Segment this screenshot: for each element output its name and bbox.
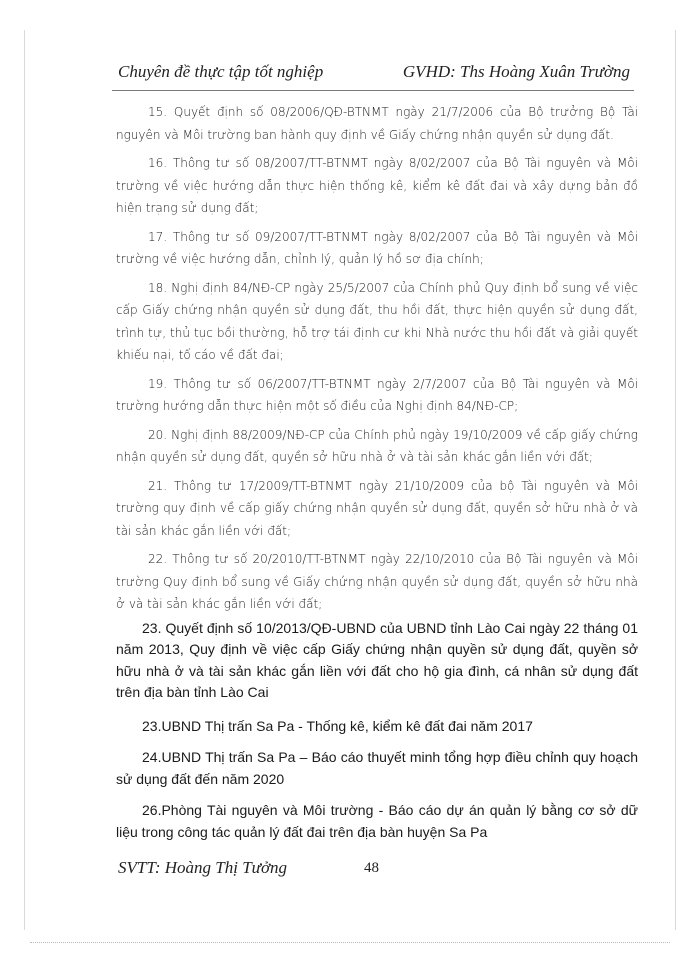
reference-item: 18. Nghị định 84/NĐ-CP ngày 25/5/2007 của Chính phủ Quy định bổ sung về việc cấp Giấy chứng nhận quyền sử dụng đất, thu hồi đất, thực hiện quyền sử dụng đất, trình tự, thủ tục bồi thường, hỗ trợ tái định cư khi Nhà nước thu hồi đất và giải quyết khiếu nại, tố cáo về đất đai;: [116, 280, 638, 362]
reference-item: 19. Thông tư số 06/2007/TT-BTNMT ngày 2/7/2007 của Bộ Tài nguyên và Môi trường hướng dẫn thực hiện một số điều của Nghị định 84/NĐ-CP;: [116, 376, 638, 413]
right-page-border: [675, 30, 676, 930]
page-number: 48: [364, 860, 379, 876]
header-advisor: GVHD: Ths Hoàng Xuân Trường: [402, 62, 630, 81]
reference-item: 24.UBND Thị trấn Sa Pa – Báo cáo thuyết minh tổng hợp điều chỉnh quy hoạch sử dụng đất đến năm 2020: [116, 749, 638, 787]
reference-item: 21. Thông tư 17/2009/TT-BTNMT ngày 21/10/2009 của bộ Tài nguyên và Môi trường quy định về cấp giấy chứng nhận quyền sử dụng đất, quyền sở hữu nhà ở và tài sản khác gắn liền với đất;: [116, 478, 638, 538]
header-rule: [112, 90, 634, 91]
reference-item: 15. Quyết định số 08/2006/QĐ-BTNMT ngày 21/7/2006 của Bộ trưởng Bộ Tài nguyên và Môi trường ban hành quy định về Giấy chứng nhận quyền sử dụng đất.: [116, 105, 638, 142]
reference-item: 26.Phòng Tài nguyên và Môi trường - Báo cáo dự án quản lý bằng cơ sở dữ liệu trong công tác quản lý đất đai trên địa bàn huyện Sa Pa: [116, 802, 638, 840]
bottom-dotted-divider: [30, 942, 670, 943]
reference-item: 20. Nghị định 88/2009/NĐ-CP của Chính phủ ngày 19/10/2009 về cấp giấy chứng nhận quyền sử dụng đất, quyền sở hữu nhà ở và tài sản khác gắn liền với đất;: [116, 427, 638, 464]
reference-item: 16. Thông tư số 08/2007/TT-BTNMT ngày 8/02/2007 của Bộ Tài nguyên và Môi trường về việc hướng dẫn thực hiện thống kê, kiểm kê đất đai và xây dựng bản đồ hiện trạng sử dụng đất;: [116, 156, 638, 215]
footer-author: SVTT: Hoàng Thị Tưởng: [118, 858, 288, 877]
reference-item: 23.UBND Thị trấn Sa Pa - Thống kê, kiểm kê đất đai năm 2017: [142, 717, 533, 734]
header-title: Chuyên đề thực tập tốt nghiệp: [118, 62, 324, 81]
page-header: [118, 62, 630, 88]
reference-list: [116, 101, 638, 843]
left-page-border: [24, 30, 25, 930]
page-footer: [118, 858, 518, 882]
reference-item: 22. Thông tư số 20/2010/TT-BTNMT ngày 22/10/2010 của Bộ Tài nguyên và Môi trường Quy định bổ sung về Giấy chứng nhận quyền sử dụng đất, quyền sở hữu nhà ở và tài sản khác gắn liền với đất;: [116, 552, 638, 611]
reference-item: 23. Quyết định số 10/2013/QĐ-UBND của UBND tỉnh Lào Cai ngày 22 tháng 01 năm 2013, Quy định về việc cấp Giấy chứng nhận quyền sử dụng đất, quyền sở hữu nhà ở và tài sản khác gắn liền với đất cho hộ gia đình, cá nhân sử dụng đất trên địa bàn tỉnh Lào Cai: [116, 619, 638, 700]
reference-item: 17. Thông tư số 09/2007/TT-BTNMT ngày 8/02/2007 của Bộ Tài nguyên và Môi trường về việc hướng dẫn, chỉnh lý, quản lý hồ sơ địa chính;: [116, 229, 638, 266]
